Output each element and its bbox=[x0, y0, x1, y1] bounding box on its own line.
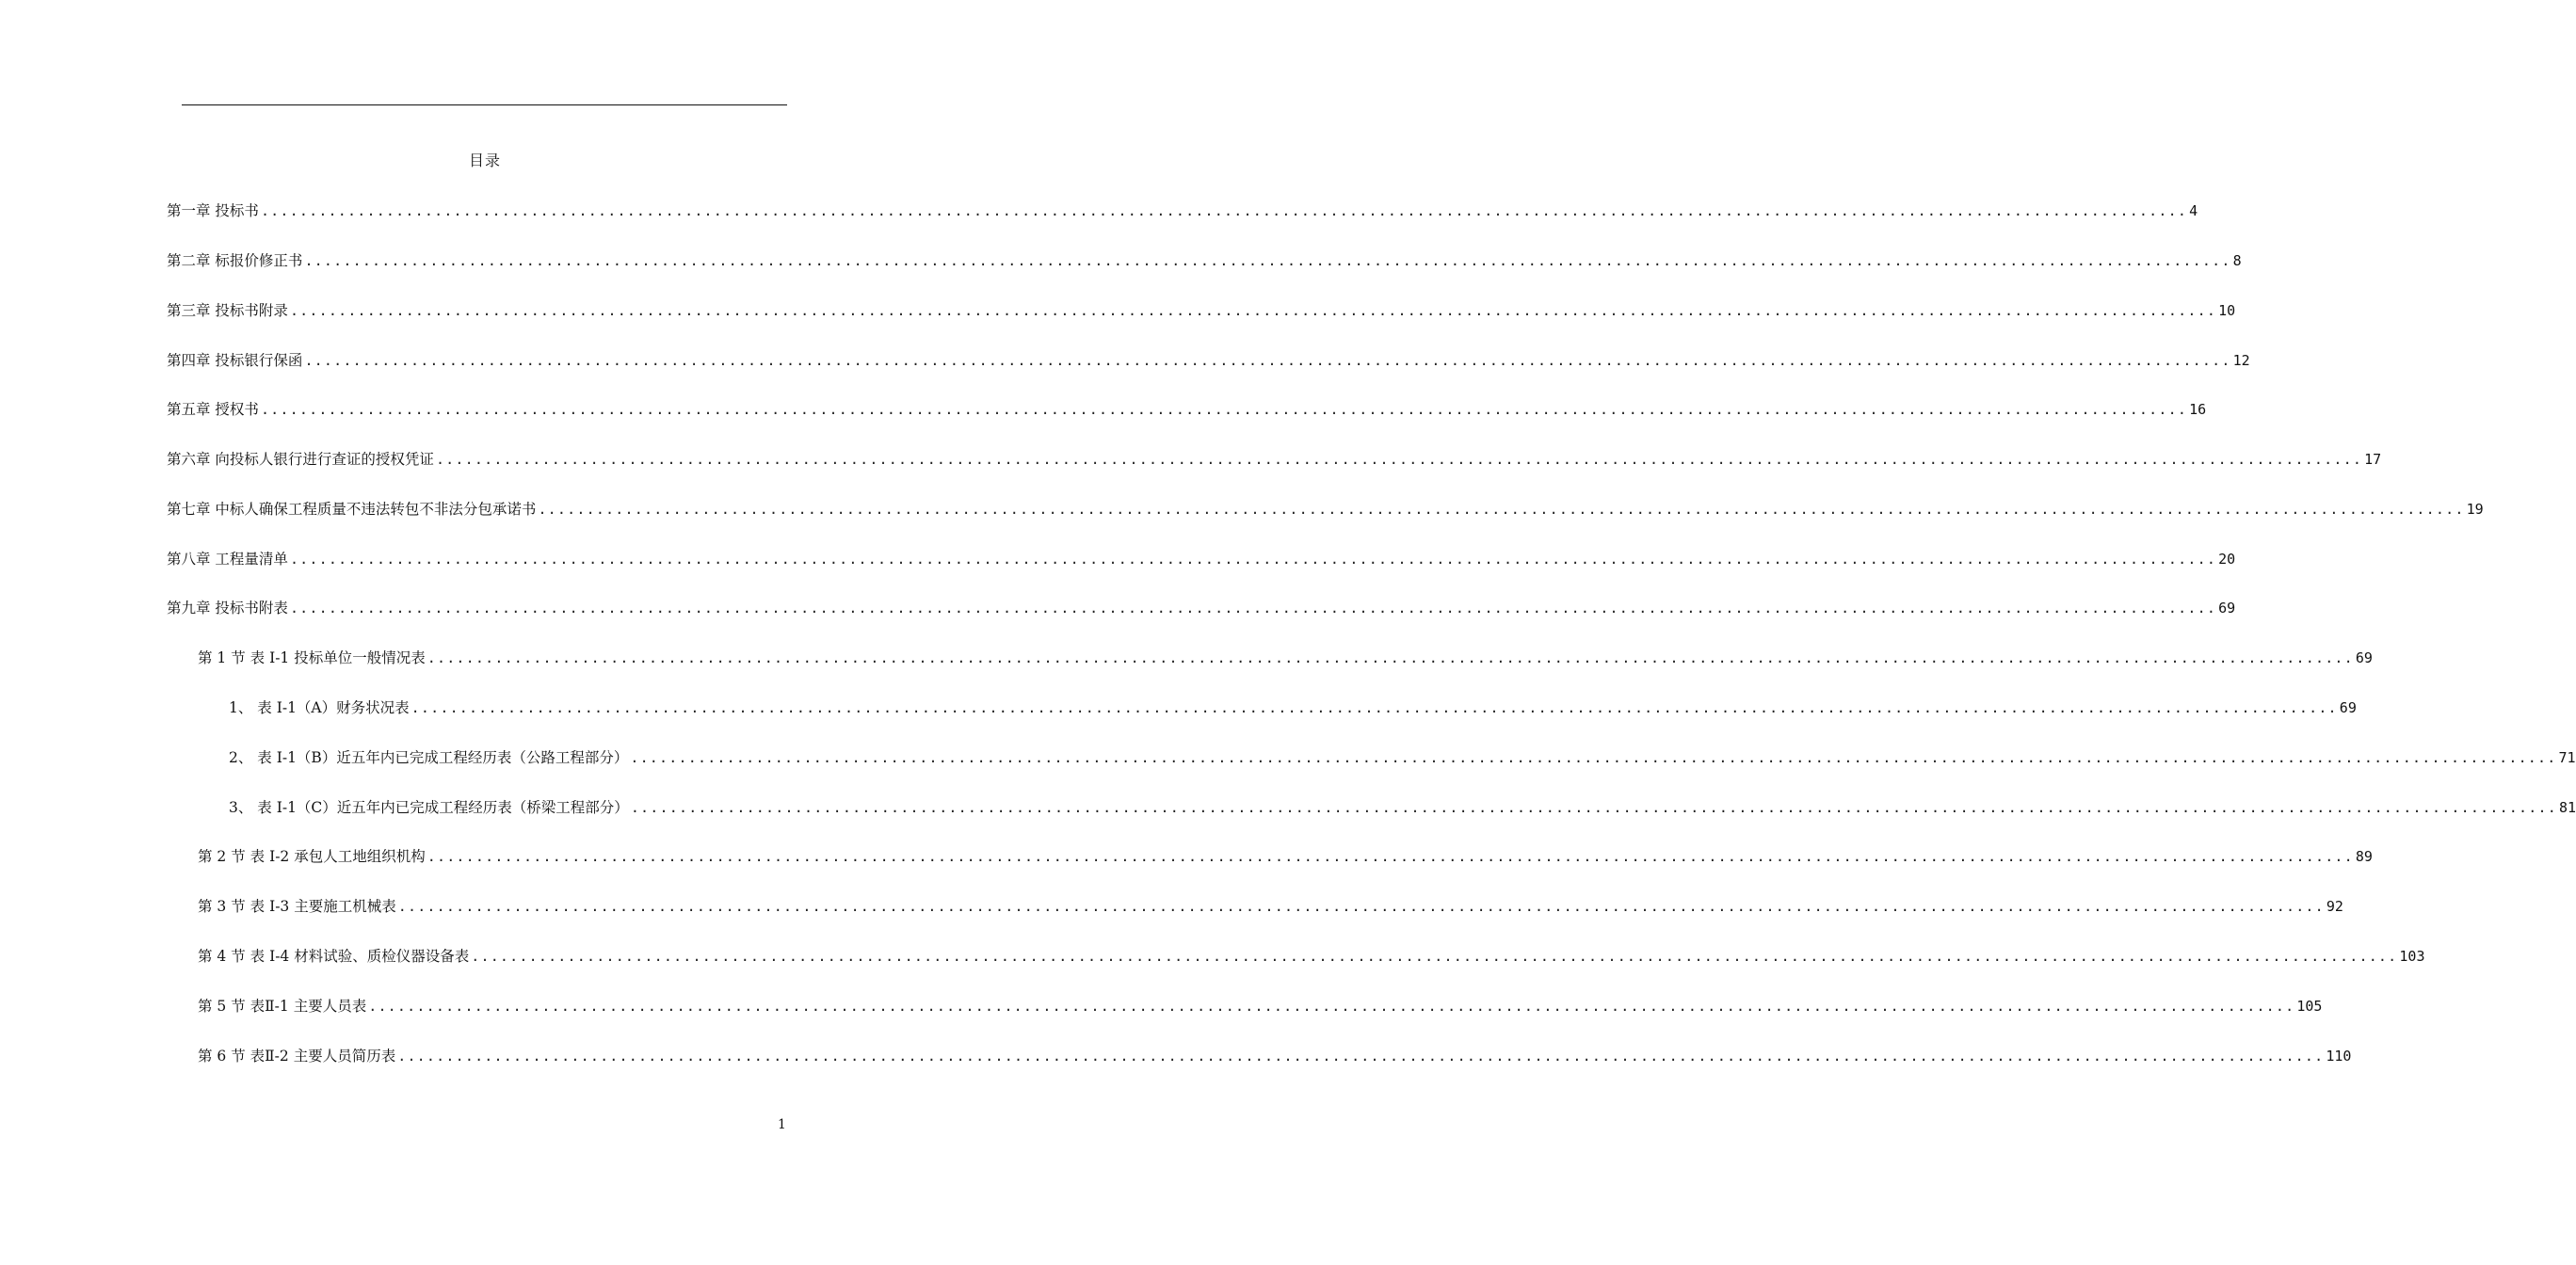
toc-entry-page: 10 bbox=[2218, 302, 2236, 319]
dot-leader: ........................................................................................................................................................................................................ bbox=[304, 252, 2231, 269]
page-number: 1 bbox=[778, 1117, 786, 1132]
toc-entry-section-1[interactable] bbox=[198, 646, 2373, 668]
dot-leader: ........................................................................................................................................................................................................ bbox=[427, 649, 2354, 666]
toc-entry-label: 第四章 投标银行保函 bbox=[167, 352, 303, 369]
toc-entry-chapter-5[interactable] bbox=[167, 397, 2207, 420]
toc-entry-section-5[interactable] bbox=[198, 994, 2323, 1017]
dot-leader: ........................................................................................................................................................................................................ bbox=[435, 451, 2363, 468]
toc-entry-label: 第七章 中标人确保工程质量不违法转包不非法分包承诺书 bbox=[167, 501, 537, 518]
dot-leader: ........................................................................................................................................................................................................ bbox=[289, 302, 2217, 319]
toc-entry-subitem-2[interactable] bbox=[229, 745, 2576, 768]
toc-entry-label: 第 2 节 表 I-2 承包人工地组织机构 bbox=[198, 848, 426, 865]
dot-leader: ........................................................................................................................................................................................................ bbox=[471, 948, 2398, 965]
toc-entry-page: 16 bbox=[2189, 401, 2207, 418]
toc-entry-subitem-3[interactable] bbox=[229, 795, 2576, 818]
toc-entry-label: 2、 表 I-1（B）近五年内已完成工程经历表（公路工程部分） bbox=[229, 749, 629, 766]
toc-entry-label: 1、 表 I-1（A）财务状况表 bbox=[229, 699, 410, 716]
toc-entry-chapter-8[interactable] bbox=[167, 547, 2236, 569]
toc-entry-label: 第一章 投标书 bbox=[167, 202, 259, 219]
toc-entry-label: 第九章 投标书附表 bbox=[167, 600, 288, 616]
toc-entry-page: 69 bbox=[2339, 699, 2357, 716]
toc-entry-page: 69 bbox=[2218, 600, 2236, 616]
toc-entry-page: 8 bbox=[2232, 252, 2242, 269]
dot-leader: ........................................................................................................................................................................................................ bbox=[260, 202, 2188, 219]
dot-leader: ........................................................................................................................................................................................................ bbox=[630, 799, 2557, 816]
toc-entry-chapter-2[interactable] bbox=[167, 248, 2242, 271]
dot-leader: ........................................................................................................................................................................................................ bbox=[368, 998, 2295, 1015]
toc-entry-chapter-6[interactable] bbox=[167, 447, 2382, 470]
toc-entry-page: 81 bbox=[2558, 799, 2576, 816]
toc-entry-label: 第 1 节 表 I-1 投标单位一般情况表 bbox=[198, 649, 426, 666]
header-rule bbox=[182, 104, 787, 105]
toc-entry-label: 第 3 节 表 I-3 主要施工机械表 bbox=[198, 898, 396, 915]
toc-entry-section-6[interactable] bbox=[198, 1044, 2352, 1066]
toc-title: 目录 bbox=[468, 152, 501, 169]
toc-entry-page: 92 bbox=[2326, 898, 2343, 915]
toc-entry-chapter-3[interactable] bbox=[167, 298, 2236, 321]
toc-entry-label: 第五章 授权书 bbox=[167, 401, 259, 418]
toc-entry-chapter-9[interactable] bbox=[167, 596, 2236, 618]
dot-leader: ........................................................................................................................................................................................................ bbox=[538, 501, 2465, 518]
toc-entry-label: 3、 表 I-1（C）近五年内已完成工程经历表（桥梁工程部分） bbox=[229, 799, 629, 816]
toc-entry-label: 第二章 标报价修正书 bbox=[167, 252, 303, 269]
dot-leader: ........................................................................................................................................................................................................ bbox=[260, 401, 2188, 418]
toc-entry-page: 17 bbox=[2364, 451, 2382, 468]
dot-leader: ........................................................................................................................................................................................................ bbox=[397, 898, 2325, 915]
toc-entry-label: 第六章 向投标人银行进行查证的授权凭证 bbox=[167, 451, 434, 468]
toc-entry-section-3[interactable] bbox=[198, 894, 2343, 917]
dot-leader: ........................................................................................................................................................................................................ bbox=[427, 848, 2354, 865]
toc-entry-label: 第八章 工程量清单 bbox=[167, 551, 288, 568]
toc-entry-label: 第 4 节 表 I-4 材料试验、质检仪器设备表 bbox=[198, 948, 470, 965]
toc-entry-section-2[interactable] bbox=[198, 844, 2373, 867]
toc-entry-subitem-1[interactable] bbox=[229, 696, 2357, 718]
dot-leader: ........................................................................................................................................................................................................ bbox=[289, 600, 2217, 616]
toc-entry-page: 19 bbox=[2466, 501, 2484, 518]
toc-entry-chapter-4[interactable] bbox=[167, 348, 2250, 371]
toc-entry-section-4[interactable] bbox=[198, 944, 2425, 967]
dot-leader: ........................................................................................................................................................................................................ bbox=[397, 1048, 2325, 1065]
toc-entry-page: 4 bbox=[2189, 202, 2198, 219]
toc-entry-chapter-1[interactable] bbox=[167, 199, 2198, 221]
toc-entry-chapter-7[interactable] bbox=[167, 497, 2484, 520]
toc-entry-label: 第三章 投标书附录 bbox=[167, 302, 288, 319]
toc-entry-page: 12 bbox=[2232, 352, 2250, 369]
toc-entry-page: 103 bbox=[2399, 948, 2425, 965]
toc-entry-page: 105 bbox=[2296, 998, 2323, 1015]
toc-entry-label: 第 6 节 表Ⅱ-2 主要人员简历表 bbox=[198, 1048, 396, 1065]
toc-entry-page: 69 bbox=[2355, 649, 2373, 666]
toc-entry-page: 110 bbox=[2326, 1048, 2352, 1065]
toc-entry-label: 第 5 节 表Ⅱ-1 主要人员表 bbox=[198, 998, 367, 1015]
dot-leader: ........................................................................................................................................................................................................ bbox=[411, 699, 2338, 716]
dot-leader: ........................................................................................................................................................................................................ bbox=[289, 551, 2217, 568]
dot-leader: ........................................................................................................................................................................................................ bbox=[304, 352, 2231, 369]
toc-entry-page: 71 bbox=[2558, 749, 2576, 766]
dot-leader: ........................................................................................................................................................................................................ bbox=[630, 749, 2557, 766]
toc-entry-page: 20 bbox=[2218, 551, 2236, 568]
toc-entry-page: 89 bbox=[2355, 848, 2373, 865]
